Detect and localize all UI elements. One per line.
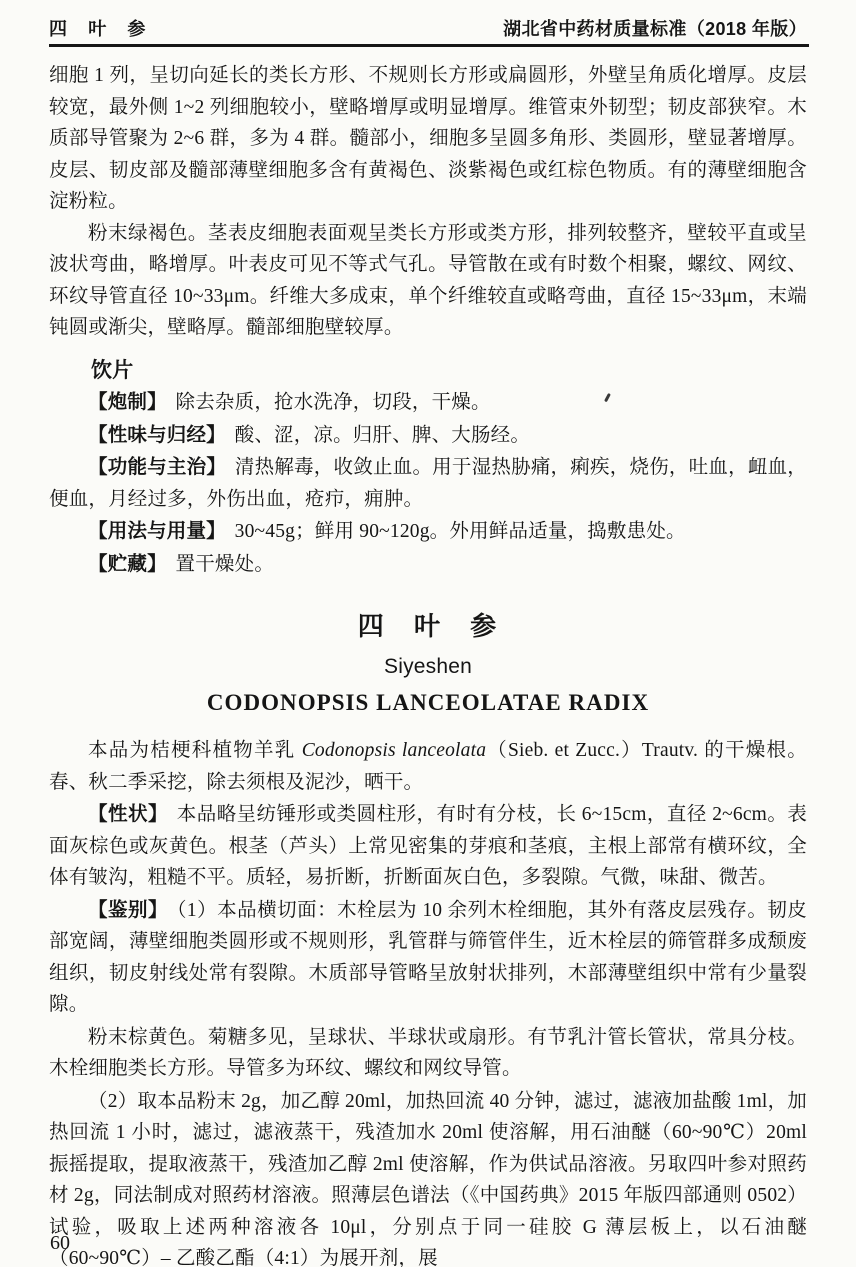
header-rule [49,44,809,47]
entry-yongfa-yongliang [49,516,807,548]
entry-text-paozhi: 除去杂质，抢水洗净，切段，干燥。 [175,392,491,413]
monograph-title-chinese: 四 叶 参 [357,611,499,641]
entry-label-zhucang: 【贮藏】 [88,552,167,575]
running-header-left-title: 四 叶 参 [49,19,154,39]
entry-text-yongfa-yongliang: 30~45g；鲜用 90~120g。外用鲜品适量，捣敷患处。 [234,521,686,542]
entry-text-gongneng-zhuzhi: 清热解毒，收敛止血。用于湿热胁痛，痢疾，烧伤，吐血，衄血，便血，月经过多，外伤出血，疮疖，痈肿。 [49,457,807,510]
entry-label-xingwei-guijing: 【性味与归经】 [88,423,226,446]
monograph-title-pinyin: Siyeshen [384,655,472,678]
entry-label-yongfa-yongliang: 【用法与用量】 [88,520,226,542]
section-heading-yinpian: 饮片 [91,358,134,382]
entry-xingzhuang [49,799,807,894]
running-header-right-title: 湖北省中药材质量标准（2018 年版） [503,19,807,39]
entry-label-xingzhuang: 【性状】 [88,803,168,825]
entry-text-jianbie: （1）本品横切面：木栓层为 10 余列木栓细胞，其外有落皮层残存。韧皮部宽阔，薄壁细胞类圆形或不规则形，乳管群与筛管伴生，近木栓层的筛管群多成颓废组织，韧皮射线处常有裂隙。木质部导管略呈放射状排列，木部薄壁组织中常有少量裂隙。 [49,899,808,1015]
source-text-before-species: 本品为桔梗科植物羊乳 [88,740,302,761]
paragraph-powder-green-brown: 粉末绿褐色。茎表皮细胞表面观呈类长方形或类方形，排列较整齐，壁较平直或呈波状弯曲，略增厚。叶表皮可见不等式气孔。导管散在或有时数个相聚，螺纹、网纹、环纹导管直径 10~33μm。纤维大多成束，单个纤维较直或略弯曲，直径 15~33μm，末端钝圆或渐尖，壁略厚。髓部细胞壁较厚。 [49,222,807,338]
source-text-after-species: （Sieb. et Zucc.）Trautv. 的干燥根。春、秋二季采挖，除去须根及泥沙，晒干。 [49,740,807,793]
monograph-title-latin: CODONOPSIS LANCEOLATAE RADIX [206,690,650,715]
paragraph-microscopy-continuation: 细胞 1 列，呈切向延长的类长方形、不规则长方形或扁圆形，外壁呈角质化增厚。皮层较宽，最外侧 1~2 列细胞较小，壁略增厚或明显增厚。维管束外韧型；韧皮部狭窄。木质部导管聚为 2~6 群，多为 4 群。髓部小，细胞多呈圆多角形、类圆形，壁显著增厚。皮层、韧皮部及髓部薄壁细胞多含有黄褐色、淡紫褐色或红棕色物质。有的薄壁细胞含淀粉粒。 [49,65,807,212]
monograph-title-block [49,608,807,718]
entry-label-paozhi: 【炮制】 [88,391,167,413]
entry-paozhi [49,387,807,419]
entry-gongneng-zhuzhi [49,452,807,515]
page-number: 60 [50,1232,70,1254]
entry-text-xingzhuang: 本品略呈纺锤形或类圆柱形，有时有分枝，长 6~15cm，直径 2~6cm。表面灰棕色或灰黄色。根茎（芦头）上常见密集的芽痕和茎痕，主根上部常有横环纹，全体有皱沟，粗糙不平。质轻，易折断，折断面灰白色，多裂隙。气微，味甜、微苦。 [49,804,808,888]
entry-xingwei-guijing [49,420,807,452]
entry-text-xingwei-guijing: 酸、涩，凉。归肝、脾、大肠经。 [234,424,531,446]
entry-zhucang [49,549,807,581]
entry-label-gongneng-zhuzhi: 【功能与主治】 [88,456,227,478]
running-header [49,17,807,41]
entry-text-zhucang: 置干燥处。 [175,553,275,575]
page-content [49,60,807,1267]
paragraph-source-description [49,735,807,798]
entry-label-jianbie: 【鉴别】 [88,898,168,921]
species-latin-name: Codonopsis lanceolata [301,740,487,761]
entry-jianbie [49,895,807,1021]
paragraph-powder-brown-yellow: 粉末棕黄色。菊糖多见，呈球状、半球状或扇形。有节乳汁管长管状，常具分枝。木栓细胞类长方形。导管多为环纹、螺纹和网纹导管。 [49,1026,807,1079]
paragraph-tlc-identification: （2）取本品粉末 2g，加乙醇 20ml，加热回流 40 分钟，滤过，滤液加盐酸 1ml，加热回流 1 小时，滤过，滤液蒸干，残渣加水 20ml 使溶解，用石油醚（60~90℃）20ml 振摇提取，提取液蒸干，残渣加乙醇 2ml 使溶解，作为供试品溶液。另取四叶参对照药材 2g，同法制成对照药材溶液。照薄层色谱法（《中国药典》2015 年版四部通则 0502）试验，吸取上述两种溶液各 10μl，分别点于同一硅胶 G 薄层板上，以石油醚（60~90℃）– 乙酸乙酯（4:1）为展开剂，展 [49,1090,807,1267]
